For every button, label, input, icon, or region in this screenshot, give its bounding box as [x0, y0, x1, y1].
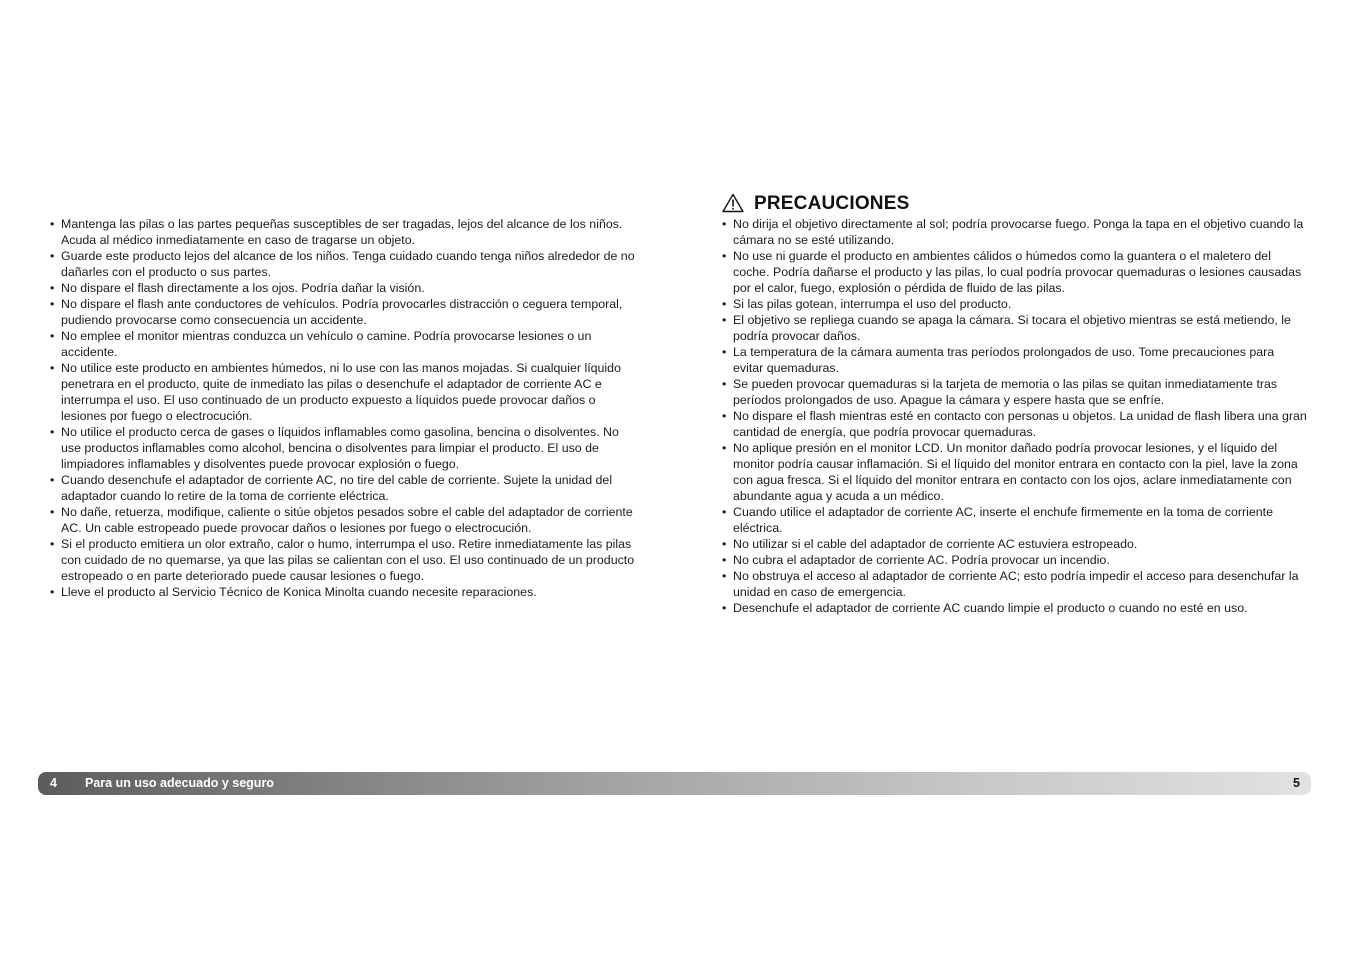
list-item: • No dispare el flash directamente a los ojos. Podría dañar la visión. — [50, 280, 635, 296]
list-item: • Si las pilas gotean, interrumpa el uso del producto. — [722, 296, 1307, 312]
list-item: • No use ni guarde el producto en ambientes cálidos o húmedos como la guantera o el maletero del coche. Podría dañarse el producto y las pilas, lo cual podría provocar quemaduras o lesiones causadas por el calor, fuego, explosión o pérdida de fluido de las pilas. — [722, 248, 1307, 296]
list-item: • No dispare el flash ante conductores de vehículos. Podría provocarles distracción o ceguera temporal, pudiendo provocarse como consecuencia un accidente. — [50, 296, 635, 328]
right-bullet-list — [722, 216, 1307, 616]
list-item: • No dispare el flash mientras esté en contacto con personas u objetos. La unidad de flash libera una gran cantidad de energía, que podría provocar quemaduras. — [722, 408, 1307, 440]
list-item: • No utilizar si el cable del adaptador de corriente AC estuviera estropeado. — [722, 536, 1307, 552]
list-item: • Si el producto emitiera un olor extraño, calor o humo, interrumpa el uso. Retire inmediatamente las pilas con cuidado de no quemarse, ya que las pilas se calientan con el uso. El uso continuado de un producto estropeado o en parte deteriorado puede causar lesiones o fuego. — [50, 536, 635, 584]
list-item: • Desenchufe el adaptador de corriente AC cuando limpie el producto o cuando no esté en uso. — [722, 600, 1307, 616]
footer-section-title: Para un uso adecuado y seguro — [85, 776, 274, 790]
left-page-number: 4 — [50, 776, 57, 790]
list-item: • No dañe, retuerza, modifique, caliente o sitúe objetos pesados sobre el cable del adaptador de corriente AC. Un cable estropeado puede provocar daños o lesiones por fuego o electrocución. — [50, 504, 635, 536]
section-heading — [722, 190, 1307, 216]
left-page-column — [50, 216, 635, 600]
list-item: • Lleve el producto al Servicio Técnico de Konica Minolta cuando necesite reparaciones. — [50, 584, 635, 600]
warning-triangle-icon — [722, 193, 744, 213]
list-item: • Se pueden provocar quemaduras si la tarjeta de memoria o las pilas se quitan inmediatamente tras períodos prolongados de uso. Apague la cámara y espere hasta que se enfríe. — [722, 376, 1307, 408]
list-item: • Cuando desenchufe el adaptador de corriente AC, no tire del cable de corriente. Sujete la unidad del adaptador cuando lo retire de la toma de corriente eléctrica. — [50, 472, 635, 504]
section-title: PRECAUCIONES — [754, 193, 910, 214]
list-item: • Guarde este producto lejos del alcance de los niños. Tenga cuidado cuando tenga niños alrededor de no dañarles con el producto o sus partes. — [50, 248, 635, 280]
list-item: • No emplee el monitor mientras conduzca un vehículo o camine. Podría provocarse lesiones o un accidente. — [50, 328, 635, 360]
list-item: • Mantenga las pilas o las partes pequeñas susceptibles de ser tragadas, lejos del alcance de los niños. Acuda al médico inmediatamente en caso de tragarse un objeto. — [50, 216, 635, 248]
left-bullet-list — [50, 216, 635, 600]
right-page-column — [722, 190, 1307, 616]
list-item: • El objetivo se repliega cuando se apaga la cámara. Si tocara el objetivo mientras se está metiendo, le podría provocar daños. — [722, 312, 1307, 344]
list-item: • Cuando utilice el adaptador de corriente AC, inserte el enchufe firmemente en la toma de corriente eléctrica. — [722, 504, 1307, 536]
list-item: • No obstruya el acceso al adaptador de corriente AC; esto podría impedir el acceso para desenchufar la unidad en caso de emergencia. — [722, 568, 1307, 600]
list-item: • No utilice este producto en ambientes húmedos, ni lo use con las manos mojadas. Si cualquier líquido penetrara en el producto, quite de inmediato las pilas o desenchufe el adaptador de corriente AC e interrumpa el uso. El uso continuado de un producto expuesto a líquidos puede provocar daños o lesiones por fuego o electrocución. — [50, 360, 635, 424]
footer-bar — [38, 772, 1311, 795]
list-item: • La temperatura de la cámara aumenta tras períodos prolongados de uso. Tome precauciones para evitar quemaduras. — [722, 344, 1307, 376]
list-item: • No utilice el producto cerca de gases o líquidos inflamables como gasolina, bencina o disolventes. No use productos inflamables como alcohol, bencina o disolventes para limpiar el producto. El uso de limpiadores inflamables y disolventes puede provocar explosión o fuego. — [50, 424, 635, 472]
list-item: • No cubra el adaptador de corriente AC. Podría provocar un incendio. — [722, 552, 1307, 568]
right-page-number: 5 — [1293, 776, 1300, 790]
list-item: • No aplique presión en el monitor LCD. Un monitor dañado podría provocar lesiones, y el líquido del monitor podría causar inflamación. Si el líquido del monitor entrara en contacto con la piel, lave la zona con agua fresca. Si el líquido del monitor entrara en contacto con los ojos, aclare inmediatamente con abundante agua y acuda a un médico. — [722, 440, 1307, 504]
list-item: • No dirija el objetivo directamente al sol; podría provocarse fuego. Ponga la tapa en el objetivo cuando la cámara no se esté utilizando. — [722, 216, 1307, 248]
